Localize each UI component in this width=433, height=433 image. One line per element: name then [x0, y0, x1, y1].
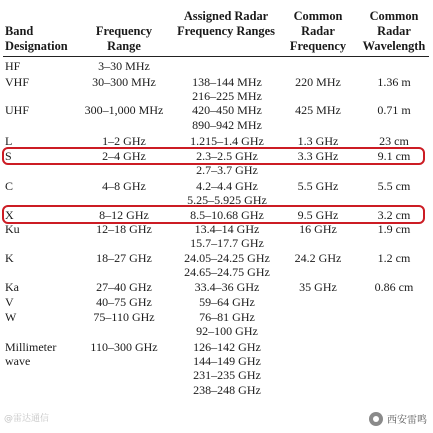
cell-common-wavelength: 9.1 cm	[377, 149, 411, 163]
cell-band: Millimeter	[5, 340, 57, 354]
cell-frequency-range: 27–40 GHz	[96, 280, 152, 294]
cell-band: HF	[5, 59, 21, 73]
cell-band: Ku	[5, 222, 20, 236]
cell-assigned-range: 231–235 GHz	[193, 368, 261, 382]
cell-common-wavelength: 1.2 cm	[377, 251, 411, 265]
cell-assigned-range: 76–81 GHz	[199, 310, 255, 324]
cell-assigned-range: 5.25–5.925 GHz	[187, 193, 267, 207]
cell-band: W	[5, 310, 17, 324]
cell-assigned-range: 24.05–24.25 GHz	[184, 251, 270, 265]
cell-common-frequency: 16 GHz	[299, 222, 337, 236]
cell-frequency-range: 40–75 GHz	[96, 295, 152, 309]
cell-assigned-range: 92–100 GHz	[196, 324, 258, 338]
header-band: Band Designation	[5, 24, 68, 53]
cell-common-wavelength: 0.71 m	[377, 103, 411, 117]
cell-frequency-range: 3–30 MHz	[98, 59, 150, 73]
cell-assigned-range: 138–144 MHz	[192, 75, 262, 89]
cell-common-wavelength: 5.5 cm	[377, 179, 411, 193]
cell-band: K	[5, 251, 14, 265]
cell-assigned-range: 420–450 MHz	[192, 103, 262, 117]
cell-frequency-range: 300–1,000 MHz	[84, 103, 164, 117]
cell-assigned-range: 126–142 GHz	[193, 340, 261, 354]
cell-assigned-range: 216–225 MHz	[192, 89, 262, 103]
cell-frequency-range: 1–2 GHz	[102, 134, 146, 148]
cell-frequency-range: 8–12 GHz	[99, 208, 149, 222]
cell-band: L	[5, 134, 13, 148]
highlight-s-band	[2, 147, 425, 165]
cell-band: wave	[5, 354, 31, 368]
cell-assigned-range: 15.7–17.7 GHz	[190, 236, 264, 250]
cell-frequency-range: 18–27 GHz	[96, 251, 152, 265]
cell-common-frequency: 3.3 GHz	[297, 149, 339, 163]
cell-assigned-range: 2.7–3.7 GHz	[196, 163, 258, 177]
cell-common-wavelength: 0.86 cm	[374, 280, 414, 294]
cell-frequency-range: 2–4 GHz	[102, 149, 146, 163]
cell-assigned-range: 144–149 GHz	[193, 354, 261, 368]
cell-assigned-range: 238–248 GHz	[193, 383, 261, 397]
cell-frequency-range: 4–8 GHz	[102, 179, 146, 193]
cell-assigned-range: 33.4–36 GHz	[194, 280, 260, 294]
cell-assigned-range: 890–942 MHz	[192, 118, 262, 132]
cell-common-wavelength: 1.36 m	[377, 75, 411, 89]
cell-common-frequency: 1.3 GHz	[297, 134, 339, 148]
cell-assigned-range: 4.2–4.4 GHz	[196, 179, 258, 193]
cell-common-frequency: 9.5 GHz	[297, 208, 339, 222]
cell-assigned-range: 8.5–10.68 GHz	[190, 208, 264, 222]
cell-assigned-range: 13.4–14 GHz	[194, 222, 260, 236]
header-assigned-ranges: Assigned Radar Frequency Ranges	[177, 9, 275, 38]
header-frequency-range: Frequency Range	[95, 24, 153, 53]
cell-common-wavelength: 3.2 cm	[377, 208, 411, 222]
cell-common-frequency: 220 MHz	[295, 75, 341, 89]
watermark-right	[369, 411, 427, 426]
cell-frequency-range: 75–110 GHz	[93, 310, 155, 324]
cell-common-frequency: 425 MHz	[295, 103, 341, 117]
wechat-icon	[369, 412, 383, 426]
cell-frequency-range: 30–300 MHz	[92, 75, 156, 89]
cell-frequency-range: 12–18 GHz	[96, 222, 152, 236]
cell-common-wavelength: 23 cm	[379, 134, 409, 148]
cell-band: S	[5, 149, 12, 163]
cell-band: Ka	[5, 280, 19, 294]
cell-common-frequency: 35 GHz	[299, 280, 337, 294]
cell-assigned-range: 1.215–1.4 GHz	[190, 134, 264, 148]
header-common-frequency: Common Radar Frequency	[289, 9, 347, 53]
cell-assigned-range: 24.65–24.75 GHz	[184, 265, 270, 279]
cell-band: UHF	[5, 103, 30, 117]
cell-frequency-range: 110–300 GHz	[90, 340, 158, 354]
watermark-left: @雷达通信	[4, 414, 50, 424]
cell-band: C	[5, 179, 14, 193]
cell-band: V	[5, 295, 14, 309]
header-rule	[3, 56, 429, 57]
cell-assigned-range: 59–64 GHz	[199, 295, 255, 309]
header-common-wavelength: Common Radar Wavelength	[362, 9, 426, 53]
cell-assigned-range: 2.3–2.5 GHz	[196, 149, 258, 163]
cell-band: VHF	[5, 75, 30, 89]
highlight-x-band	[2, 205, 425, 224]
cell-band: X	[5, 208, 14, 222]
watermark-right-text: 西安雷鸣	[387, 415, 427, 426]
cell-common-frequency: 5.5 GHz	[297, 179, 339, 193]
cell-common-wavelength: 1.9 cm	[377, 222, 411, 236]
cell-common-frequency: 24.2 GHz	[294, 251, 342, 265]
